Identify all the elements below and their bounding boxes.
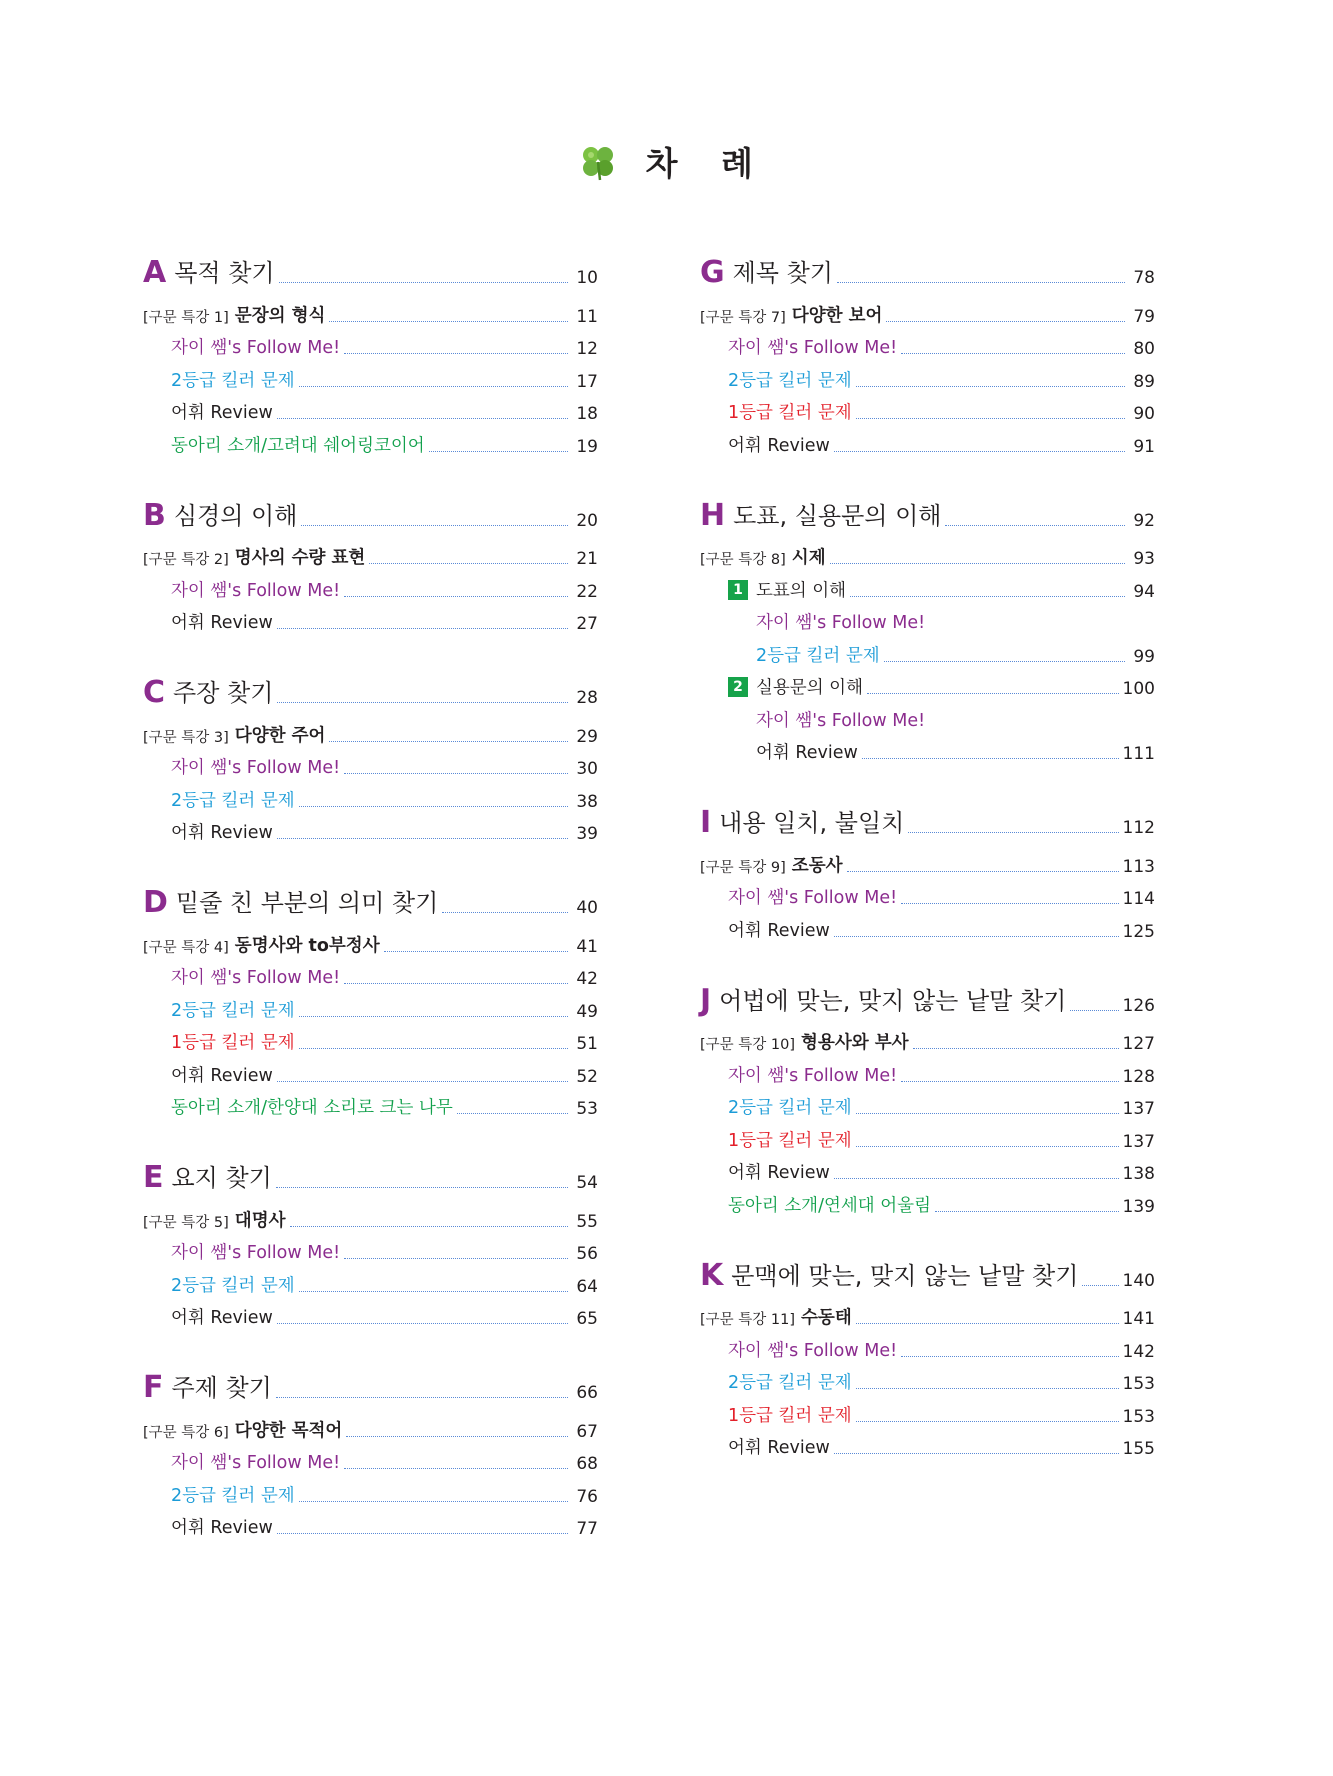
entry-label: 실용문의 이해	[756, 678, 863, 698]
entry-label: 어휘 Review	[171, 613, 273, 633]
lecture-prefix: [구문 특강 2]	[143, 552, 229, 568]
page-number: 127	[1122, 1034, 1155, 1054]
page-number: 55	[576, 1211, 598, 1232]
dot-leader	[442, 912, 568, 913]
lecture-prefix: [구문 특강 1]	[143, 309, 229, 326]
page-number: 80	[1133, 339, 1155, 359]
toc-entry[interactable]	[143, 359, 598, 392]
page-number: 138	[1122, 1164, 1155, 1184]
dot-leader	[1070, 1010, 1118, 1011]
page-number: 51	[576, 1034, 598, 1054]
page-number: 42	[576, 969, 598, 989]
page-number: 56	[576, 1244, 598, 1264]
toc-entry[interactable]	[700, 424, 1155, 457]
page-number: 137	[1122, 1131, 1155, 1152]
page-number: 12	[576, 339, 598, 359]
page-number: 18	[576, 404, 598, 424]
entry-label: 동아리 소개/연세대 어울림	[728, 1195, 931, 1216]
section-title: 내용 일치, 불일치	[719, 809, 905, 837]
entry-label: 자이 쌤's Follow Me!	[756, 710, 926, 731]
dot-leader	[901, 1081, 1118, 1082]
section-heading[interactable]	[700, 489, 1155, 531]
entry-label: 2등급 킬러 문제	[171, 790, 295, 811]
lecture-prefix: [구문 특강 8]	[700, 552, 786, 568]
section-title: 주장 찾기	[173, 679, 274, 707]
section-letter: I	[700, 805, 712, 840]
toc-entry[interactable]	[143, 1054, 598, 1087]
page-number: 125	[1122, 921, 1155, 942]
section-heading[interactable]	[700, 974, 1155, 1016]
toc-entry[interactable]	[700, 1427, 1155, 1460]
page-number: 22	[576, 581, 598, 602]
dot-leader	[884, 661, 1125, 662]
lecture-prefix: [구문 특강 4]	[143, 939, 229, 956]
page-number: 79	[1133, 306, 1155, 327]
section-heading[interactable]	[143, 246, 598, 288]
entry-label: 2등급 킬러 문제	[171, 1485, 295, 1506]
page-number: 29	[576, 726, 598, 747]
dot-leader	[279, 282, 568, 283]
dot-leader	[329, 741, 568, 742]
toc-column-left	[143, 246, 598, 1571]
dot-leader	[344, 773, 568, 774]
toc-entry[interactable]	[143, 424, 598, 457]
page-number: 141	[1122, 1309, 1155, 1329]
section-heading[interactable]	[143, 1151, 598, 1193]
toc-entry[interactable]	[700, 294, 1155, 327]
page-title	[0, 138, 1333, 186]
toc-section-f	[143, 1361, 598, 1539]
toc-entry[interactable]	[700, 1184, 1155, 1217]
dot-leader	[856, 1113, 1119, 1114]
entry-label: 조동사	[791, 855, 843, 876]
section-heading[interactable]	[143, 876, 598, 918]
dot-leader	[344, 983, 568, 984]
page-number: 139	[1122, 1196, 1155, 1217]
page-number: 114	[1122, 889, 1155, 909]
dot-leader	[901, 353, 1125, 354]
section-title: 도표, 실용문의 이해	[733, 501, 942, 530]
page-number: 27	[576, 614, 598, 634]
page-number: 99	[1133, 646, 1155, 667]
section-letter: E	[143, 1160, 164, 1195]
page-number: 126	[1122, 995, 1155, 1016]
toc-section-g	[700, 246, 1155, 457]
page-number: 28	[576, 688, 598, 708]
entry-label: 자이 쌤's Follow Me!	[171, 1243, 341, 1263]
entry-label: 1등급 킬러 문제	[728, 403, 852, 423]
page-number: 52	[576, 1066, 598, 1087]
toc-entry[interactable]	[700, 569, 1155, 602]
toc-entry[interactable]	[143, 1409, 598, 1442]
entry-label: 2등급 킬러 문제	[728, 1373, 852, 1393]
section-title: 요지 찾기	[171, 1164, 272, 1192]
toc-entry[interactable]	[700, 909, 1155, 942]
toc-entry[interactable]	[700, 877, 1155, 910]
section-title: 제목 찾기	[732, 259, 833, 287]
section-letter: J	[700, 982, 712, 1018]
entry-label: 자이 쌤's Follow Me!	[728, 338, 898, 358]
toc-section-d	[143, 876, 598, 1119]
dot-leader	[856, 1421, 1119, 1422]
page-number: 128	[1122, 1066, 1155, 1087]
entry-label: 2등급 킬러 문제	[171, 1275, 295, 1296]
title-text: 차 례	[645, 144, 755, 183]
section-letter: D	[143, 885, 168, 920]
dot-leader	[301, 525, 568, 526]
section-title: 어법에 맞는, 맞지 않는 낱말 찾기	[719, 986, 1067, 1015]
page-number: 20	[576, 510, 598, 531]
page-number: 54	[576, 1173, 598, 1193]
page-number: 40	[576, 898, 598, 918]
entry-label: 1등급 킬러 문제	[728, 1130, 852, 1151]
entry-label: 2등급 킬러 문제	[171, 1000, 295, 1021]
dot-leader	[277, 838, 568, 839]
section-heading[interactable]	[143, 1361, 598, 1403]
toc-entry[interactable]	[700, 1022, 1155, 1055]
page-number: 137	[1122, 1099, 1155, 1119]
toc-section-e	[143, 1151, 598, 1329]
entry-label: 다양한 보어	[791, 305, 883, 326]
dot-leader	[277, 1081, 568, 1082]
toc-entry[interactable]	[700, 844, 1155, 877]
dot-leader	[886, 321, 1125, 322]
entry-label: 어휘 Review	[728, 1163, 830, 1183]
dot-leader	[847, 871, 1119, 872]
page-number: 140	[1122, 1270, 1155, 1291]
entry-label: 2등급 킬러 문제	[171, 370, 295, 391]
dot-leader	[277, 1323, 568, 1324]
dot-leader	[299, 1501, 568, 1502]
toc-entry[interactable]	[700, 359, 1155, 392]
page-number: 17	[576, 371, 598, 392]
lecture-prefix: [구문 특강 6]	[143, 1424, 229, 1441]
entry-label: 자이 쌤's Follow Me!	[171, 1453, 341, 1473]
toc-entry[interactable]	[700, 699, 1155, 732]
toc-entry[interactable]	[700, 1297, 1155, 1330]
dot-leader	[945, 525, 1125, 526]
entry-label: 다양한 주어	[234, 725, 326, 746]
entry-label: 자이 쌤's Follow Me!	[756, 613, 926, 633]
toc-entry[interactable]	[700, 1394, 1155, 1427]
dot-leader	[856, 386, 1125, 387]
dot-leader	[901, 1356, 1118, 1357]
page-number: 142	[1122, 1341, 1155, 1362]
dot-leader	[346, 1436, 568, 1437]
section-letter: G	[700, 255, 725, 290]
page-number: 30	[576, 759, 598, 779]
dot-leader	[344, 1258, 568, 1259]
dot-leader	[299, 1016, 568, 1017]
lecture-prefix: [구문 특강 10]	[700, 1037, 796, 1053]
section-title: 심경의 이해	[173, 501, 298, 530]
dot-leader	[837, 282, 1125, 283]
number-badge: 1	[728, 580, 748, 600]
entry-label: 수동태	[801, 1308, 852, 1328]
dot-leader	[856, 1146, 1119, 1147]
page-number: 93	[1133, 549, 1155, 569]
lecture-prefix: [구문 특강 3]	[143, 729, 229, 746]
entry-label: 어휘 Review	[728, 1438, 830, 1458]
page-number: 78	[1133, 268, 1155, 288]
toc-entry[interactable]	[143, 924, 598, 957]
entry-label: 시제	[791, 548, 826, 568]
page-number: 65	[576, 1309, 598, 1329]
page-number: 64	[576, 1276, 598, 1297]
dot-leader	[862, 758, 1119, 759]
toc-entry[interactable]	[143, 779, 598, 812]
page-number: 89	[1133, 371, 1155, 392]
section-heading[interactable]	[700, 1249, 1155, 1291]
toc-entry[interactable]	[700, 667, 1155, 700]
toc-entry[interactable]	[700, 732, 1155, 765]
entry-label: 다양한 목적어	[234, 1420, 343, 1441]
dot-leader	[384, 951, 568, 952]
toc-entry[interactable]	[143, 1264, 598, 1297]
section-title: 문맥에 맞는, 맞지 않는 낱말 찾기	[731, 1261, 1079, 1290]
toc-section-h	[700, 489, 1155, 765]
dot-leader	[867, 693, 1119, 694]
toc-entry[interactable]	[143, 1297, 598, 1330]
entry-label: 어휘 Review	[171, 1065, 273, 1086]
dot-leader	[277, 1533, 568, 1534]
page-number: 91	[1133, 436, 1155, 457]
toc-entry[interactable]	[143, 714, 598, 747]
entry-label: 자이 쌤's Follow Me!	[171, 338, 341, 358]
page-number: 112	[1122, 818, 1155, 838]
toc-entry[interactable]	[143, 1232, 598, 1265]
dot-leader	[834, 451, 1125, 452]
page-number: 66	[576, 1383, 598, 1403]
dot-leader	[901, 903, 1118, 904]
page-number: 11	[576, 306, 598, 327]
toc-section-k	[700, 1249, 1155, 1460]
section-letter: K	[700, 1257, 724, 1293]
page-number: 10	[576, 268, 598, 288]
page-number: 153	[1122, 1406, 1155, 1427]
toc-entry[interactable]	[700, 634, 1155, 667]
toc-section-b	[143, 489, 598, 635]
toc-entry[interactable]	[143, 812, 598, 845]
section-letter: C	[143, 675, 166, 710]
entry-label: 자이 쌤's Follow Me!	[171, 580, 341, 601]
section-heading[interactable]	[700, 796, 1155, 838]
section-letter: A	[143, 255, 167, 290]
page-number: 38	[576, 791, 598, 812]
dot-leader	[277, 628, 568, 629]
dot-leader	[299, 386, 568, 387]
entry-label: 1등급 킬러 문제	[171, 1033, 295, 1053]
entry-label: 대명사	[234, 1210, 286, 1231]
entry-label: 어휘 Review	[171, 1308, 273, 1328]
dot-leader	[856, 1323, 1119, 1324]
dot-leader	[913, 1048, 1119, 1049]
section-letter: B	[143, 497, 166, 533]
toc-column-right	[700, 246, 1155, 1491]
number-badge: 2	[728, 677, 748, 697]
dot-leader	[1082, 1285, 1118, 1286]
toc-entry[interactable]	[143, 537, 598, 570]
entry-label: 어휘 Review	[756, 743, 858, 763]
page-number: 49	[576, 1001, 598, 1022]
page-number: 19	[576, 436, 598, 457]
section-title: 주제 찾기	[171, 1374, 272, 1402]
page-number: 39	[576, 824, 598, 844]
dot-leader	[276, 1397, 568, 1398]
page-number: 94	[1133, 581, 1155, 602]
dot-leader	[344, 353, 568, 354]
section-heading[interactable]	[700, 246, 1155, 288]
section-title: 밑줄 친 부분의 의미 찾기	[175, 889, 439, 917]
toc-entry[interactable]	[700, 1362, 1155, 1395]
page-number: 155	[1122, 1439, 1155, 1459]
dot-leader	[834, 1453, 1119, 1454]
page-number: 153	[1122, 1374, 1155, 1394]
dot-leader	[850, 596, 1125, 597]
entry-label: 2등급 킬러 문제	[728, 1098, 852, 1118]
entry-label: 어휘 Review	[171, 403, 273, 423]
toc-entry[interactable]	[143, 1474, 598, 1507]
page-number: 90	[1133, 404, 1155, 424]
entry-label: 명사의 수량 표현	[234, 548, 366, 568]
entry-label: 동아리 소개/한양대 소리로 크는 나무	[171, 1098, 453, 1118]
dot-leader	[344, 1468, 568, 1469]
page-number: 68	[576, 1454, 598, 1474]
page-number: 113	[1122, 856, 1155, 877]
dot-leader	[830, 563, 1125, 564]
dot-leader	[856, 1388, 1119, 1389]
entry-label: 어휘 Review	[728, 435, 830, 456]
entry-label: 자이 쌤's Follow Me!	[171, 758, 341, 778]
dot-leader	[935, 1211, 1119, 1212]
entry-label: 도표의 이해	[756, 580, 847, 601]
page-number: 111	[1122, 744, 1155, 764]
dot-leader	[834, 1178, 1119, 1179]
toc-section-a	[143, 246, 598, 457]
section-letter: H	[700, 497, 726, 533]
entry-label: 어휘 Review	[171, 823, 273, 843]
entry-label: 자이 쌤's Follow Me!	[171, 968, 341, 988]
lecture-prefix: [구문 특강 9]	[700, 859, 786, 876]
entry-label: 자이 쌤's Follow Me!	[728, 1340, 898, 1361]
section-title: 목적 찾기	[174, 259, 275, 287]
entry-label: 1등급 킬러 문제	[728, 1405, 852, 1426]
entry-label: 자이 쌤's Follow Me!	[728, 1065, 898, 1086]
toc-entry[interactable]	[700, 1119, 1155, 1152]
toc-entry[interactable]	[143, 1507, 598, 1540]
dot-leader	[299, 1291, 568, 1292]
toc-entry[interactable]	[700, 392, 1155, 425]
page-number: 92	[1133, 510, 1155, 531]
page-number: 77	[576, 1519, 598, 1539]
dot-leader	[299, 1048, 568, 1049]
toc-entry[interactable]	[143, 1442, 598, 1475]
dot-leader	[290, 1226, 568, 1227]
page-number: 100	[1122, 679, 1155, 699]
toc-entry[interactable]	[700, 1087, 1155, 1120]
dot-leader	[299, 806, 568, 807]
dot-leader	[908, 832, 1118, 833]
dot-leader	[856, 418, 1125, 419]
dot-leader	[457, 1113, 568, 1114]
clover-icon	[578, 142, 618, 182]
section-letter: F	[143, 1370, 164, 1405]
toc-entry[interactable]	[700, 1329, 1155, 1362]
toc-entry[interactable]	[700, 537, 1155, 570]
entry-label: 문장의 형식	[234, 305, 326, 326]
section-heading[interactable]	[143, 666, 598, 708]
entry-label: 형용사와 부사	[801, 1033, 909, 1053]
page-number: 41	[576, 936, 598, 957]
toc-entry[interactable]	[700, 327, 1155, 360]
toc-entry[interactable]	[143, 327, 598, 360]
toc-entry[interactable]	[143, 1199, 598, 1232]
page-number: 53	[576, 1099, 598, 1119]
entry-label: 2등급 킬러 문제	[756, 645, 880, 666]
toc-section-j	[700, 974, 1155, 1217]
entry-label: 2등급 킬러 문제	[728, 370, 852, 391]
toc-entry[interactable]	[143, 294, 598, 327]
toc-entry[interactable]	[143, 392, 598, 425]
toc-entry[interactable]	[143, 1087, 598, 1120]
toc-entry[interactable]	[700, 1054, 1155, 1087]
page-number: 67	[576, 1421, 598, 1442]
dot-leader	[277, 702, 568, 703]
dot-leader	[834, 936, 1119, 937]
dot-leader	[277, 418, 568, 419]
entry-label: 동명사와 to부정사	[234, 935, 380, 956]
lecture-prefix: [구문 특강 5]	[143, 1214, 229, 1231]
toc-entry[interactable]	[143, 747, 598, 780]
lecture-prefix: [구문 특강 7]	[700, 309, 786, 326]
section-heading[interactable]	[143, 489, 598, 531]
toc-section-i	[700, 796, 1155, 942]
toc-entry[interactable]	[143, 1022, 598, 1055]
dot-leader	[276, 1187, 568, 1188]
entry-label: 자이 쌤's Follow Me!	[728, 888, 898, 908]
dot-leader	[344, 596, 568, 597]
toc-entry[interactable]	[700, 1152, 1155, 1185]
page-number: 21	[576, 549, 598, 569]
entry-label: 어휘 Review	[171, 1518, 273, 1538]
entry-label: 동아리 소개/고려대 쉐어링코이어	[171, 435, 425, 456]
toc-entry[interactable]	[143, 989, 598, 1022]
dot-leader	[369, 563, 568, 564]
toc-entry[interactable]	[143, 957, 598, 990]
dot-leader	[429, 451, 568, 452]
toc-entry[interactable]	[143, 602, 598, 635]
entry-label: 어휘 Review	[728, 920, 830, 941]
lecture-prefix: [구문 특강 11]	[700, 1312, 796, 1328]
page-number: 76	[576, 1486, 598, 1507]
toc-entry[interactable]	[700, 602, 1155, 635]
toc-section-c	[143, 666, 598, 844]
toc-entry[interactable]	[143, 569, 598, 602]
dot-leader	[329, 321, 568, 322]
